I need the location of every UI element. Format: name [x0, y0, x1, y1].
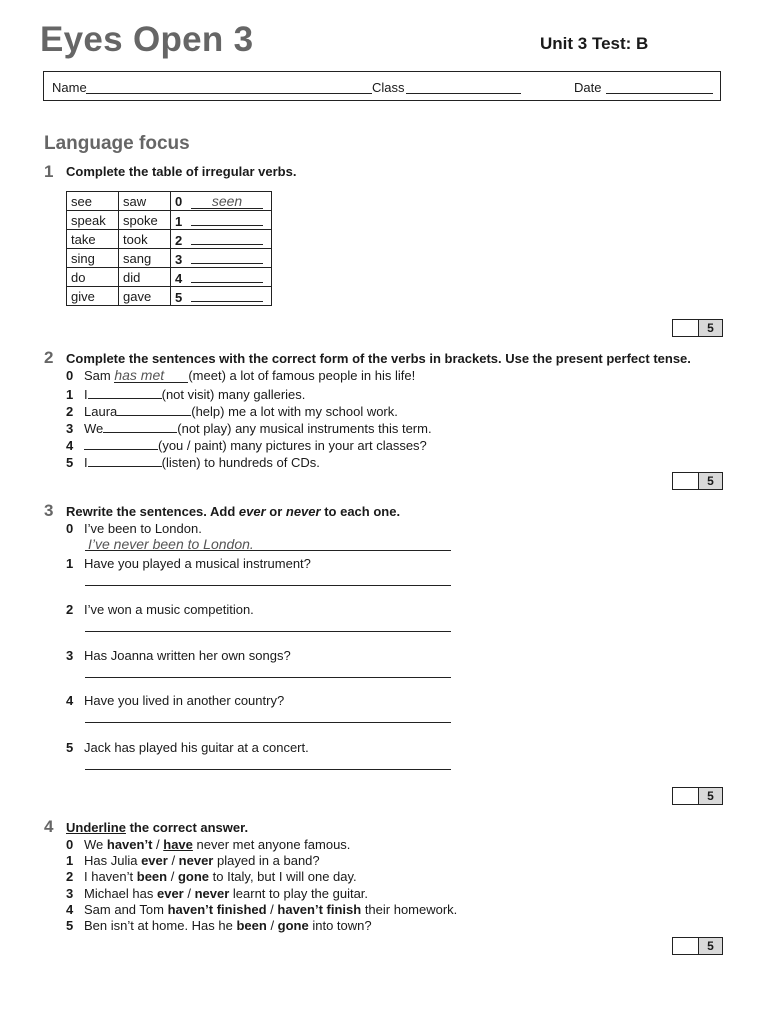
original-sentence: Have you lived in another country? — [84, 693, 285, 708]
answer-line[interactable] — [85, 631, 451, 632]
answer-line[interactable] — [85, 677, 451, 678]
section-title: Language focus — [44, 133, 190, 154]
date-field[interactable] — [606, 93, 713, 94]
option-2[interactable]: have — [163, 837, 193, 852]
sentence-end: (help) me a lot with my school work. — [191, 404, 398, 419]
item-number: 5 — [66, 918, 74, 933]
item-number: 0 — [66, 837, 74, 852]
choice-item — [66, 837, 350, 852]
option-separator: / — [167, 853, 179, 868]
item-number: 3 — [175, 251, 183, 267]
answer-blank[interactable] — [88, 386, 162, 399]
sentence-start: I — [84, 455, 88, 470]
sentence-end: to Italy, but I will one day. — [209, 869, 357, 884]
sentence-end: into town? — [308, 918, 372, 933]
score-box — [672, 937, 723, 955]
score-input[interactable] — [673, 788, 699, 804]
answer-blank[interactable] — [191, 250, 263, 264]
past-simple: did — [119, 268, 171, 287]
sentence-end: (listen) to hundreds of CDs. — [161, 455, 320, 470]
name-label: Name — [52, 80, 87, 95]
sentence-end: played in a band? — [213, 853, 320, 868]
score-box — [672, 787, 723, 805]
original-sentence: I’ve won a music competition. — [84, 602, 254, 617]
verb-row — [67, 249, 272, 268]
past-simple: took — [119, 230, 171, 249]
answer-blank[interactable] — [117, 403, 191, 416]
base-form: do — [67, 268, 119, 287]
sentence-start: Sam and Tom — [84, 902, 168, 917]
option-2[interactable]: haven’t finish — [277, 902, 362, 917]
item-number: 4 — [66, 438, 74, 453]
verb-row — [67, 268, 272, 287]
original-sentence: Have you played a musical instrument? — [84, 556, 311, 571]
item-number: 1 — [66, 387, 74, 402]
sentence-item — [66, 454, 320, 470]
answer-line[interactable] — [85, 585, 451, 586]
rewrite-item — [66, 648, 291, 663]
item-number: 3 — [66, 648, 74, 663]
item-number: 0 — [175, 193, 183, 209]
past-participle-cell — [171, 268, 272, 287]
past-simple: gave — [119, 287, 171, 306]
item-number: 2 — [66, 602, 74, 617]
sentence-start: I haven’t — [84, 869, 137, 884]
question-instruction: Underline the correct answer. — [66, 820, 249, 835]
question-number: 2 — [44, 348, 54, 367]
answer-line[interactable] — [85, 769, 451, 770]
choice-item — [66, 902, 457, 917]
sentence-end: (not visit) many galleries. — [161, 387, 306, 402]
answer-blank[interactable] — [84, 437, 158, 450]
answer-line[interactable] — [85, 722, 451, 723]
question-instruction: Complete the table of irregular verbs. — [66, 164, 297, 179]
item-number: 5 — [175, 289, 183, 305]
item-number: 2 — [66, 404, 74, 419]
answer-blank[interactable] — [191, 269, 263, 283]
question-instruction: Rewrite the sentences. Add ever or never to each one. — [66, 504, 401, 519]
sentence-end: (not play) any musical instruments this term. — [177, 421, 432, 436]
rewrite-item — [66, 521, 202, 536]
option-1[interactable]: haven’t — [106, 837, 153, 852]
original-sentence: Has Joanna written her own songs? — [84, 648, 291, 663]
base-form: speak — [67, 211, 119, 230]
option-2[interactable]: gone — [277, 918, 309, 933]
answer-blank[interactable] — [191, 288, 263, 302]
item-number: 1 — [66, 853, 74, 868]
sentence-item — [66, 403, 398, 419]
item-number: 0 — [66, 521, 74, 536]
date-label: Date — [574, 80, 602, 95]
item-number: 0 — [66, 368, 74, 383]
test-title: Unit 3 Test: B — [540, 34, 649, 53]
sentence-start: Has Julia — [84, 853, 142, 868]
item-number: 2 — [66, 869, 74, 884]
choice-item — [66, 886, 368, 901]
book-title: Eyes Open 3 — [40, 20, 254, 59]
score-input[interactable] — [673, 938, 699, 954]
sentence-end: their homework. — [361, 902, 458, 917]
sentence-end: (you / paint) many pictures in your art classes? — [158, 438, 427, 453]
sentence-end: never met anyone famous. — [192, 837, 351, 852]
item-number: 4 — [66, 902, 74, 917]
rewrite-item — [66, 556, 311, 571]
sentence-start: Ben isn’t at home. Has he — [84, 918, 237, 933]
sentence-end: (meet) a lot of famous people in his life! — [188, 368, 416, 383]
score-max: 5 — [699, 320, 722, 336]
choice-item — [66, 853, 320, 868]
answer-blank[interactable] — [88, 454, 162, 467]
rewrite-item — [66, 602, 254, 617]
option-separator: / — [266, 918, 278, 933]
class-field[interactable] — [406, 93, 521, 94]
name-field[interactable] — [86, 93, 372, 94]
choice-item — [66, 918, 372, 933]
sentence-item — [66, 368, 415, 383]
score-max: 5 — [699, 788, 722, 804]
original-sentence: I’ve been to London. — [84, 521, 202, 536]
item-number: 3 — [66, 886, 74, 901]
sentence-start: We — [84, 837, 107, 852]
example-answer: I’ve never been to London. — [88, 536, 254, 552]
option-1[interactable]: ever — [156, 886, 184, 901]
item-number: 4 — [66, 693, 74, 708]
verb-row — [67, 211, 272, 230]
score-input[interactable] — [673, 320, 699, 336]
past-participle-cell — [171, 249, 272, 268]
option-separator: / — [167, 869, 178, 884]
item-number: 5 — [66, 455, 74, 470]
option-1[interactable]: been — [236, 918, 267, 933]
sentence-end: learnt to play the guitar. — [229, 886, 369, 901]
choice-item — [66, 869, 357, 884]
question-instruction: Complete the sentences with the correct form of the verbs in brackets. Use the present perfect tense. — [66, 351, 691, 366]
item-number: 3 — [66, 421, 74, 436]
option-1[interactable]: ever — [141, 853, 168, 868]
option-1[interactable]: haven’t finished — [167, 902, 267, 917]
option-2[interactable]: gone — [177, 869, 210, 884]
rewrite-item — [66, 693, 284, 708]
sentence-start: I — [84, 387, 88, 402]
option-2[interactable]: never — [194, 886, 230, 901]
past-simple: sang — [119, 249, 171, 268]
score-box — [672, 472, 723, 490]
item-number: 2 — [175, 232, 183, 248]
base-form: give — [67, 287, 119, 306]
sentence-item — [66, 386, 305, 402]
past-participle-cell — [171, 211, 272, 230]
original-sentence: Jack has played his guitar at a concert. — [84, 740, 309, 755]
item-number: 1 — [66, 556, 74, 571]
answer-blank[interactable] — [103, 420, 177, 433]
sentence-start: Laura — [84, 404, 118, 419]
question-number: 3 — [44, 501, 54, 520]
score-max: 5 — [699, 473, 722, 489]
question-number: 1 — [44, 162, 54, 181]
option-2[interactable]: never — [178, 853, 214, 868]
base-form: sing — [67, 249, 119, 268]
base-form: take — [67, 230, 119, 249]
sentence-start: We — [84, 421, 104, 436]
past-participle-cell — [171, 192, 272, 211]
base-form: see — [67, 192, 119, 211]
class-label: Class — [372, 80, 405, 95]
sentence-item — [66, 420, 432, 436]
verb-row — [67, 192, 272, 211]
verb-row — [67, 287, 272, 306]
option-separator: / — [183, 886, 195, 901]
answer-blank[interactable]: has met — [114, 370, 188, 383]
question-number: 4 — [44, 817, 54, 836]
score-box — [672, 319, 723, 337]
score-max: 5 — [699, 938, 722, 954]
rewrite-item — [66, 740, 309, 755]
option-separator: / — [266, 902, 278, 917]
answer-blank[interactable]: seen — [191, 195, 263, 209]
option-separator: / — [152, 837, 164, 852]
verb-row — [67, 230, 272, 249]
answer-blank[interactable] — [191, 231, 263, 245]
past-simple: spoke — [119, 211, 171, 230]
option-1[interactable]: been — [136, 869, 168, 884]
item-number: 1 — [175, 213, 183, 229]
answer-blank[interactable] — [191, 212, 263, 226]
past-participle-cell — [171, 287, 272, 306]
item-number: 5 — [66, 740, 74, 755]
past-participle-cell — [171, 230, 272, 249]
sentence-start: Michael has — [84, 886, 157, 901]
sentence-item — [66, 437, 427, 453]
student-info-box — [43, 71, 721, 101]
sentence-start: Sam — [84, 368, 115, 383]
past-simple: saw — [119, 192, 171, 211]
irregular-verbs-table — [66, 191, 272, 306]
item-number: 4 — [175, 270, 183, 286]
score-input[interactable] — [673, 473, 699, 489]
